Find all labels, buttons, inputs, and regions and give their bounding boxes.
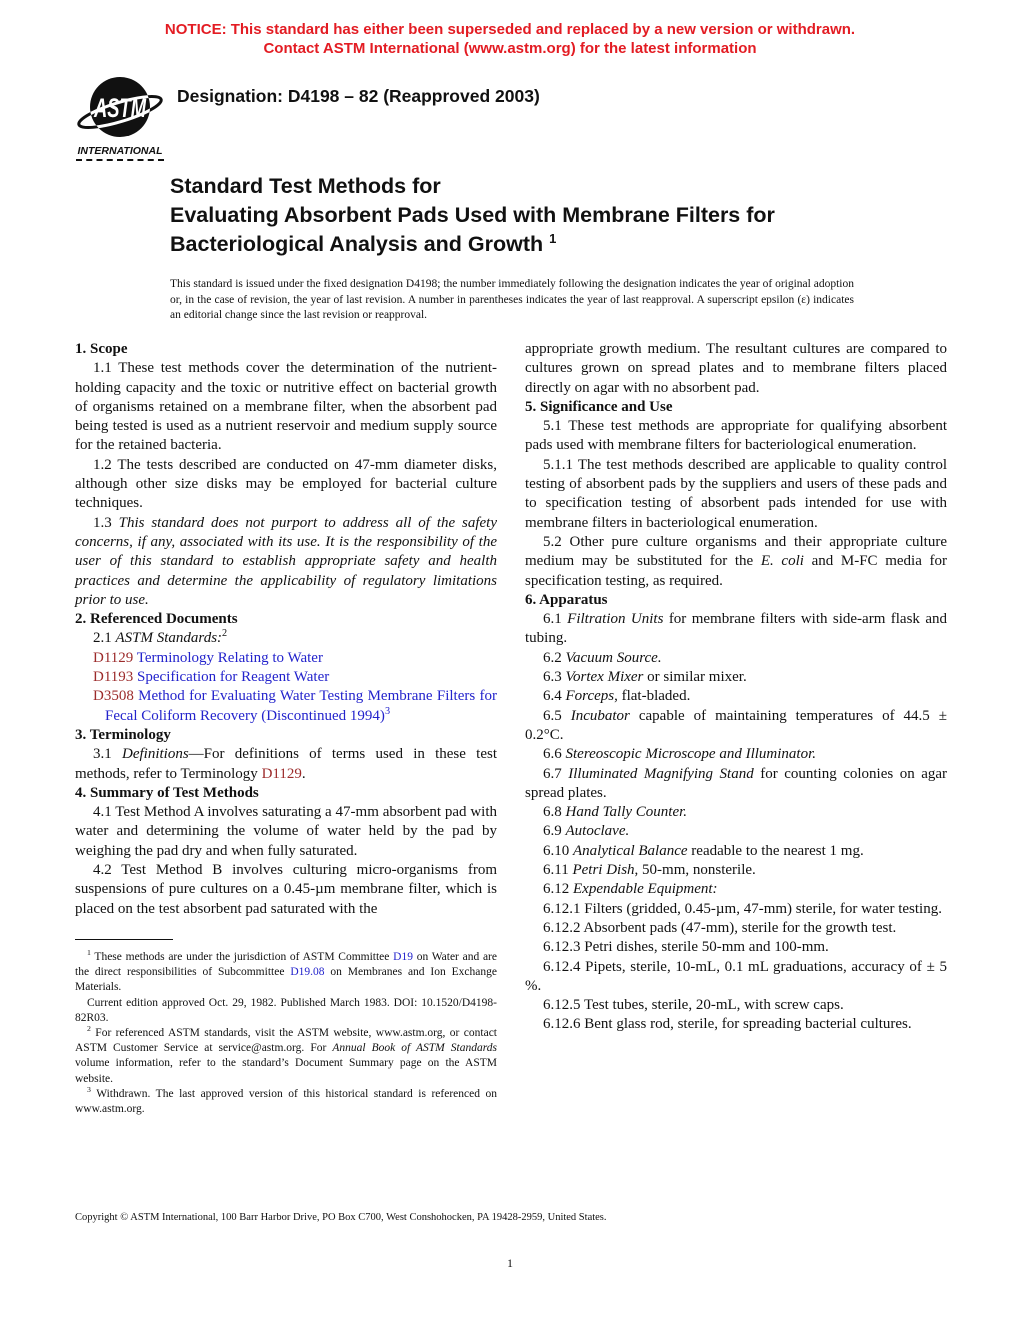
text-segment: Vortex Mixer	[565, 669, 644, 686]
text-segment: Analytical Balance	[573, 842, 688, 859]
ref-link-d1193[interactable]: D1193	[93, 669, 134, 686]
text-segment: and M-FC media for specification testing, as required.	[525, 553, 947, 589]
para-6-3	[525, 668, 947, 687]
text-segment: 6.2	[543, 649, 566, 666]
para-1-3	[75, 514, 497, 610]
para-6-5	[525, 707, 947, 746]
para-6-12-4: 6.12.4 Pipets, sterile, 10-mL, 0.1 mL graduations, accuracy of ± 5 %.	[525, 958, 947, 994]
title-line3: Bacteriological Analysis and Growth	[170, 232, 550, 256]
para-1-1: 1.1 These test methods cover the determination of the nutrient-holding capacity and the toxic or nutritive effect on bacterial growth of organisms retained on a membrane filter, when the absorbent pad being tested is used as a nutrient reservoir and medium supply source for the retained bacteria.	[75, 360, 497, 454]
ref-link-d1129[interactable]: D1129	[93, 649, 134, 666]
withdrawal-notice	[0, 20, 1020, 58]
text-segment: 6.12	[543, 881, 573, 898]
text-segment: 6.5	[543, 707, 571, 724]
text-segment: Autoclave.	[565, 823, 630, 840]
text-segment: Forceps	[565, 688, 615, 705]
text-segment: Definitions	[122, 746, 189, 763]
text-segment: 6.11	[543, 862, 573, 879]
inline-link[interactable]: 3	[384, 705, 391, 717]
text-segment: , 50-mm, nonsterile.	[634, 862, 756, 879]
document-title	[170, 172, 854, 259]
text-segment: or similar mixer.	[643, 669, 747, 686]
text-segment: 1.3	[93, 514, 119, 531]
footnote-1	[75, 950, 497, 996]
ref-title-d3508[interactable]: Method for Evaluating Water Testing Membrane Filters for Fecal Coliform Recovery (Discontinued 1994)	[105, 688, 497, 724]
text-segment: Stereoscopic Microscope and Illuminator.	[565, 746, 817, 763]
page-number: 1	[507, 1256, 513, 1270]
text-segment: —For definitions of terms used in these test methods, refer to Terminology	[75, 746, 497, 782]
text-segment: These methods are under the jurisdiction of ASTM Committee	[90, 950, 394, 963]
text-segment: Incubator	[570, 707, 630, 724]
footnote-2	[75, 1026, 497, 1087]
para-6-8	[525, 803, 947, 822]
ref-title-d1129[interactable]: Terminology Relating to Water	[136, 649, 323, 666]
para-6-7	[525, 765, 947, 804]
astm-logo-international-label: INTERNATIONAL	[76, 145, 164, 161]
text-segment: Filtration Units	[567, 611, 664, 628]
para-5-2	[525, 533, 947, 591]
text-segment: ASTM Standards:	[115, 630, 223, 647]
astm-logo	[76, 76, 164, 161]
astm-logo-text: ASTM	[93, 93, 147, 123]
withdrawal-notice-line1: NOTICE: This standard has either been superseded and replaced by a new version or withdrawn.	[164, 21, 856, 38]
text-segment: on Water and are the direct responsibilities of Subcommittee	[75, 950, 497, 979]
text-segment: 2.1	[93, 630, 116, 647]
heading-referenced-documents: 2. Referenced Documents	[75, 611, 238, 628]
body-columns	[75, 340, 947, 1117]
para-6-9	[525, 822, 947, 841]
para-6-12-1: 6.12.1 Filters (gridded, 0.45-µm, 47-mm) sterile, for water testing.	[543, 900, 942, 917]
title-block	[170, 172, 854, 324]
text-segment: readable to the nearest 1 mg.	[687, 842, 864, 859]
para-6-12-3: 6.12.3 Petri dishes, sterile 50-mm and 100-mm.	[543, 939, 829, 956]
text-segment: 6.1	[543, 611, 568, 628]
text-segment: Illuminated Magnifying Stand	[568, 765, 754, 782]
para-6-1	[525, 610, 947, 649]
heading-terminology: 3. Terminology	[75, 726, 171, 743]
para-6-12-2: 6.12.2 Absorbent pads (47-mm), sterile for the growth test.	[543, 919, 897, 936]
designation-line: Designation: D4198 – 82 (Reapproved 2003)	[177, 86, 540, 106]
para-6-10	[525, 842, 947, 861]
text-segment: Expendable Equipment:	[573, 881, 718, 898]
issued-note: This standard is issued under the fixed designation D4198; the number immediately following the designation indicates the year of original adoption or, in the case of revision, the year of last revision. A number in parentheses indicates the year of last reapproval. A superscript epsilon (ε) indicates an editorial change since the last revision or reapproval.	[170, 278, 854, 321]
para-6-12-5: 6.12.5 Test tubes, sterile, 20-mL, with screw caps.	[543, 997, 844, 1014]
footnote-1-continued: Current edition approved Oct. 29, 1982. Published March 1983. DOI: 10.1520/D4198-82R03.	[75, 996, 497, 1024]
title-line1: Standard Test Methods for	[170, 174, 441, 198]
text-segment: 6.9	[543, 823, 566, 840]
text-segment: This standard does not purport to address all of the safety concerns, if any, associated with its use. It is the responsibility of the user of this standard to establish appropriate safety and health practices and determine the applicability of regulatory limitations prior to use.	[75, 514, 498, 608]
text-segment: , flat-bladed.	[614, 688, 691, 705]
title-footnote-ref: 1	[549, 230, 557, 246]
text-segment: 5.2 Other pure culture organisms and their appropriate culture medium may be substituted for the	[525, 533, 947, 570]
right-column	[525, 340, 947, 1117]
para-4-1: 4.1 Test Method A involves saturating a 47-mm absorbent pad with water and determining the volume of water held by the pad by weighing the pad dry and when fully saturated.	[75, 804, 497, 859]
text-segment: 1	[87, 948, 91, 958]
text-segment: 6.3	[543, 669, 566, 686]
footnote-link-d19[interactable]: D19	[393, 950, 413, 963]
ref-link-d3508[interactable]: D3508	[93, 688, 134, 705]
title-line2: Evaluating Absorbent Pads Used with Membrane Filters for	[170, 203, 775, 227]
reference-item-d1129	[75, 649, 497, 668]
text-segment: capable of maintaining temperatures of 44.5 ± 0.2°C.	[525, 707, 948, 743]
text-segment: 2	[87, 1024, 91, 1034]
para-3-1	[75, 745, 497, 784]
footnote-block	[75, 939, 497, 1117]
astm-logo-graphic	[76, 76, 164, 142]
text-segment: For referenced ASTM standards, visit the ASTM website, www.astm.org, or contact ASTM Customer Service at service@astm.org. For	[75, 1026, 497, 1055]
footnote-rule	[75, 939, 173, 940]
para-5-1-1: 5.1.1 The test methods described are applicable to quality control testing of absorbent pads by the suppliers and users of these pads and to specification testing of absorbent pads intended for use with membrane filters in bacteriological enumeration.	[525, 456, 947, 531]
withdrawal-notice-line2: Contact ASTM International (www.astm.org) for the latest information	[263, 40, 757, 57]
para-2-1	[75, 629, 497, 648]
para-4-2: 4.2 Test Method B involves culturing micro-organisms from suspensions of pure cultures on a 0.45-µm membrane filter, which is placed on the test absorbent pad saturated with the	[75, 862, 497, 917]
text-segment: 6.6	[543, 746, 566, 763]
para-4-2-continuation: appropriate growth medium. The resultant cultures are compared to cultures grown on spread plates and to membrane filters placed directly on agar with no absorbent pad.	[525, 341, 947, 396]
inline-link-d1129[interactable]: D1129	[261, 765, 302, 782]
text-segment: .	[301, 765, 306, 782]
text-segment: Withdrawn. The last approved version of this historical standard is referenced on www.astm.org.	[75, 1087, 497, 1115]
text-segment: Hand Tally Counter.	[565, 804, 688, 821]
text-segment: 6.8	[543, 804, 566, 821]
text-segment: 3.1	[93, 746, 122, 763]
ref-title-d1193[interactable]: Specification for Reagent Water	[137, 669, 330, 686]
text-segment: for counting colonies on agar spread plates.	[525, 765, 948, 801]
text-segment: on Membranes and Ion Exchange Materials.	[75, 966, 497, 994]
text-segment: 6.10	[543, 842, 573, 859]
text-segment: volume information, refer to the standard’s Document Summary page on the ASTM website.	[75, 1057, 497, 1085]
text-segment: for membrane filters with side-arm flask and tubing.	[525, 611, 947, 647]
heading-significance-and-use: 5. Significance and Use	[525, 398, 673, 415]
reference-item-d1193	[75, 668, 497, 687]
para-6-11	[525, 861, 947, 880]
text-segment: 2	[222, 628, 228, 640]
footnote-3	[75, 1084, 497, 1117]
para-5-1: 5.1 These test methods are appropriate for qualifying absorbent pads used with membrane filters for bacteriological enumeration.	[525, 418, 947, 454]
para-6-6	[525, 745, 947, 764]
para-6-12-6: 6.12.6 Bent glass rod, sterile, for spreading bacterial cultures.	[543, 1016, 912, 1033]
footnote-link-d19-08[interactable]: D19.08	[290, 966, 325, 979]
text-segment: Annual Book of ASTM Standards	[332, 1042, 497, 1055]
para-6-2	[525, 649, 947, 668]
heading-summary-of-test-methods: 4. Summary of Test Methods	[75, 784, 259, 801]
para-6-12	[525, 880, 947, 899]
copyright-line: Copyright © ASTM International, 100 Barr Harbor Drive, PO Box C700, West Conshohocken, PA 19428-2959, United States.	[75, 1212, 607, 1223]
heading-apparatus: 6. Apparatus	[525, 591, 608, 608]
text-segment: 6.4	[543, 688, 566, 705]
text-segment: Vacuum Source.	[565, 649, 662, 666]
text-segment: 6.7	[543, 765, 569, 782]
heading-scope: 1. Scope	[75, 341, 128, 357]
para-6-4	[525, 687, 947, 706]
left-column	[75, 340, 497, 1117]
reference-item-d3508	[75, 687, 497, 726]
para-1-2: 1.2 The tests described are conducted on 47-mm diameter disks, although other size disks may be employed for bacterial culture techniques.	[75, 456, 497, 512]
text-segment: E. coli	[760, 553, 804, 570]
text-segment: 3	[87, 1084, 91, 1094]
text-segment: Petri Dish	[572, 862, 635, 879]
